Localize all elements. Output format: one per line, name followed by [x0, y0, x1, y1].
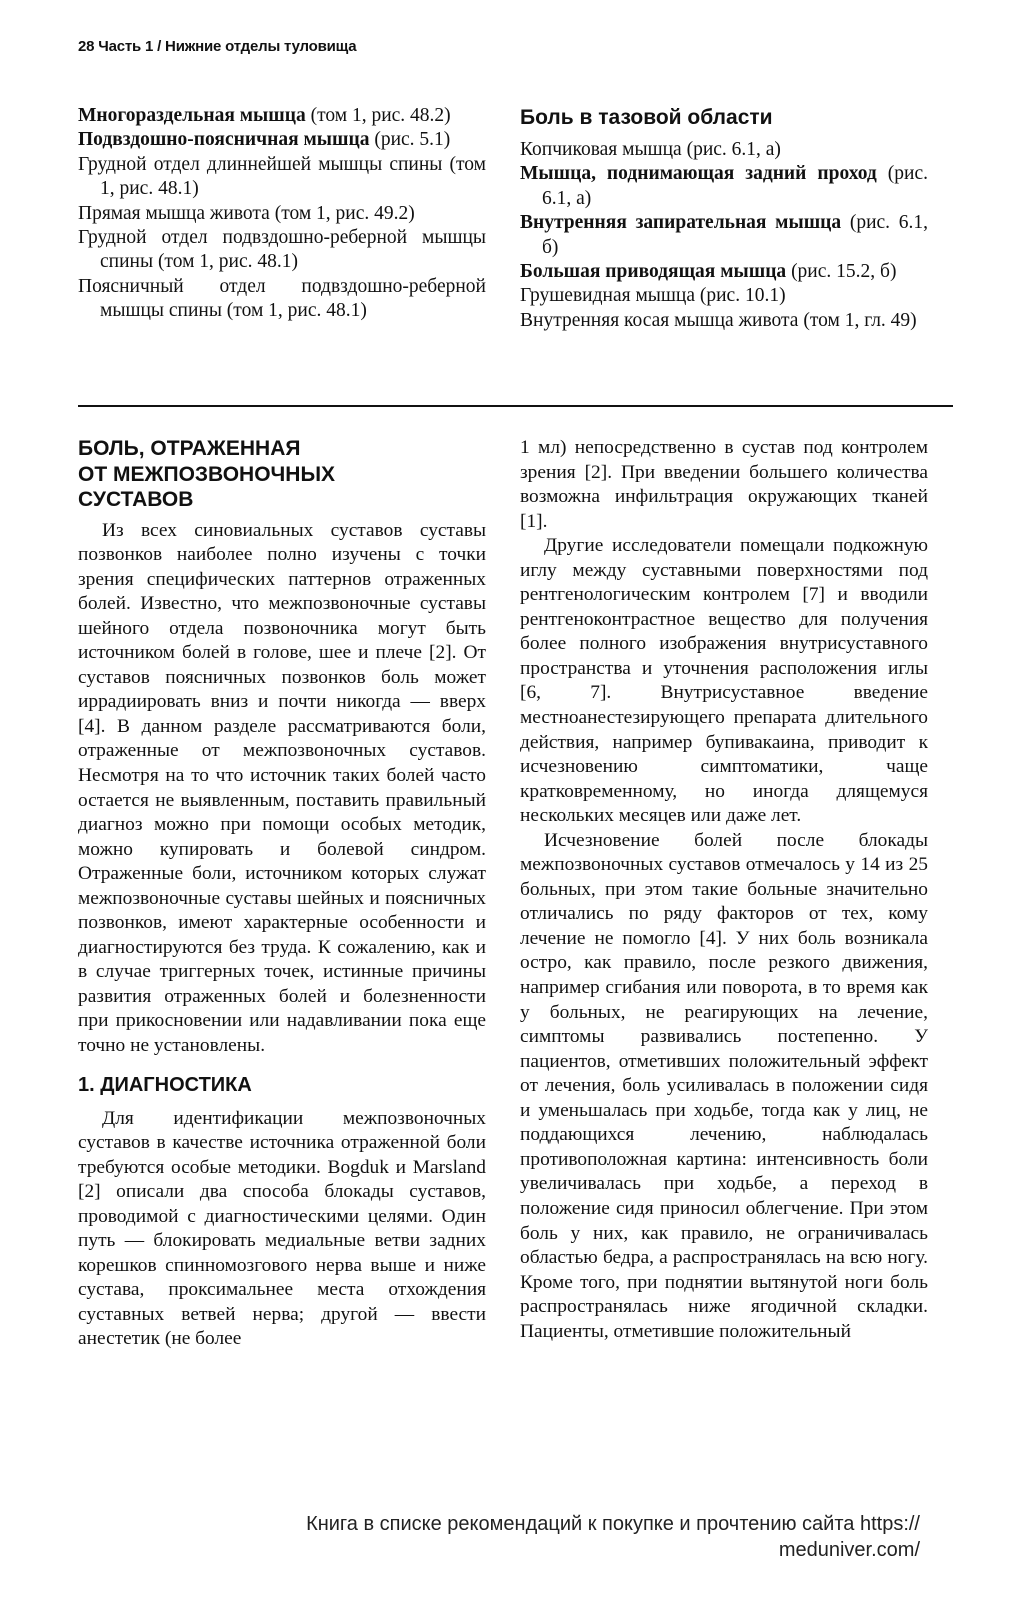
ref-item: Внутренняя запирательная мышца (рис. 6.1, б) — [520, 212, 928, 258]
paragraph: Из всех синовиальных суставов суставы позвонков наиболее полно изучены с точки зрения специфических паттернов отраженных болей. Известно, что межпозвоночные суставы шейного отдела позвоночника могут быть источником болей в голове, шее и плече [2]. От суставов поясничных позвонков боль может иррадиировать вниз и почти никогда — вверх [4]. В данном разделе рассматриваются боли, отраженные от межпозвоночных суставов. Несмотря на то что источник таких болей часто остается не выявленным, поставить правильный диагноз можно при помощи особых методик, можно купировать и болевой синдром. Отраженные боли, источником которых служат межпозвоночные суставы шейных и поясничных позвонков, имеют характерные особенности и диагностируются без труда. К сожалению, как и в случае триггерных точек, истинные причины развития отраженных болей и болезненности при прикосновении или надавливании пока еще точно не установлены. — [78, 519, 486, 1056]
pelvic-pain-title: Боль в тазовой области — [520, 106, 773, 129]
subsection-title: 1. ДИАГНОСТИКА — [78, 1073, 252, 1096]
ref-item: Внутренняя косая мышца живота (том 1, гл. 49) — [520, 309, 917, 331]
ref-item: Грудной отдел подвздошно-реберной мышцы спины (том 1, рис. 48.1) — [78, 227, 486, 273]
ref-item: Подвздошно-поясничная мышца (рис. 5.1) — [78, 129, 451, 151]
site-footer-note — [100, 1511, 920, 1563]
ref-item: Копчиковая мышца (рис. 6.1, а) — [520, 139, 781, 160]
ref-item: Прямая мышца живота (том 1, рис. 49.2) — [78, 202, 415, 224]
footer-line: Книга в списке рекомендаций к покупке и прочтению сайта https:// — [306, 1513, 920, 1535]
ref-item: Мышца, поднимающая задний проход (рис. 6.1, а) — [520, 163, 928, 209]
section-divider — [78, 405, 953, 407]
ref-item: Поясничный отдел подвздошно-реберной мышцы спины (том 1, рис. 48.1) — [78, 275, 486, 322]
section-title: БОЛЬ, ОТРАЖЕННАЯ ОТ МЕЖПОЗВОНОЧНЫХ СУСТАВОВ — [78, 437, 336, 511]
running-head: 28 Часть 1 / Нижние отделы туловища — [78, 38, 357, 55]
muscle-refs-left — [78, 104, 486, 324]
paragraph: Исчезновение болей после блокады межпозвоночных суставов отмечалось у 14 из 25 больных, при этом такие больные значительно отличались по ряду факторов от тех, кому лечение не помогло [4]. У них боль возникала остро, как правило, после резкого движения, например сгибания или поворота, в то время как у больных, не реагирующих на лечение, симптомы развивались постепенно. У пациентов, отметивших положительный эффект от лечения, боль усиливалась в положении сидя и уменьшалась при ходьбе, тогда как у лиц, не поддающихся лечению, наблюдалась противоположная картина: интенсивность боли увеличивалась при ходьбе, а переход в положение сидя приносил облегчение. При этом боль у них, как правило, не ограничивалась областью бедра, а распространялась на всю ногу. Кроме того, при поднятии вытянутой ноги боль распространялась ниже ягодичной складки. Пациенты, отметившие положительный — [520, 829, 928, 1342]
footer-link[interactable]: meduniver.com/ — [778, 1539, 920, 1561]
body-column-right — [520, 436, 928, 1344]
ref-item: Большая приводящая мышца (рис. 15.2, б) — [520, 261, 897, 283]
body-column-left — [78, 436, 486, 1352]
paragraph: Для идентификации межпозвоночных суставов в качестве источника отраженной боли требуются особые методики. Bogduk и Marsland [2] описали два способа блокады суставов, проводимой с диагностическими целями. Один путь — блокировать медиальные ветви задних корешков спинномозгового нерва выше и ниже сустава, проксимальнее места отхождения суставных ветвей нерва; другой — ввести анестетик (не более — [78, 1107, 486, 1350]
paragraph: Другие исследователи помещали подкожную иглу между суставными поверхностями под рентгенологическим контролем [7] и вводили рентгеноконтрастное вещество для получения более полного изображения внутрисуставного пространства и уточнения расположения иглы [6, 7]. Внутрисуставное введение местноанестезирующего препарата длительного действия, например бупивакаина, приводит к исчезновению симптоматики, чаще кратковременному, но иногда длящемуся нескольких месяцев или даже лет. — [520, 535, 928, 827]
ref-item: Многораздельная мышца (том 1, рис. 48.2) — [78, 105, 451, 126]
ref-item: Грудной отдел длиннейшей мышцы спины (том 1, рис. 48.1) — [78, 153, 486, 200]
paragraph: 1 мл) непосредственно в сустав под контролем зрения [2]. При введении большего количества возможна инфильтрация окружающих тканей [1]. — [520, 437, 928, 532]
ref-item: Грушевидная мышца (рис. 10.1) — [520, 285, 786, 307]
muscle-refs-right — [520, 106, 928, 333]
